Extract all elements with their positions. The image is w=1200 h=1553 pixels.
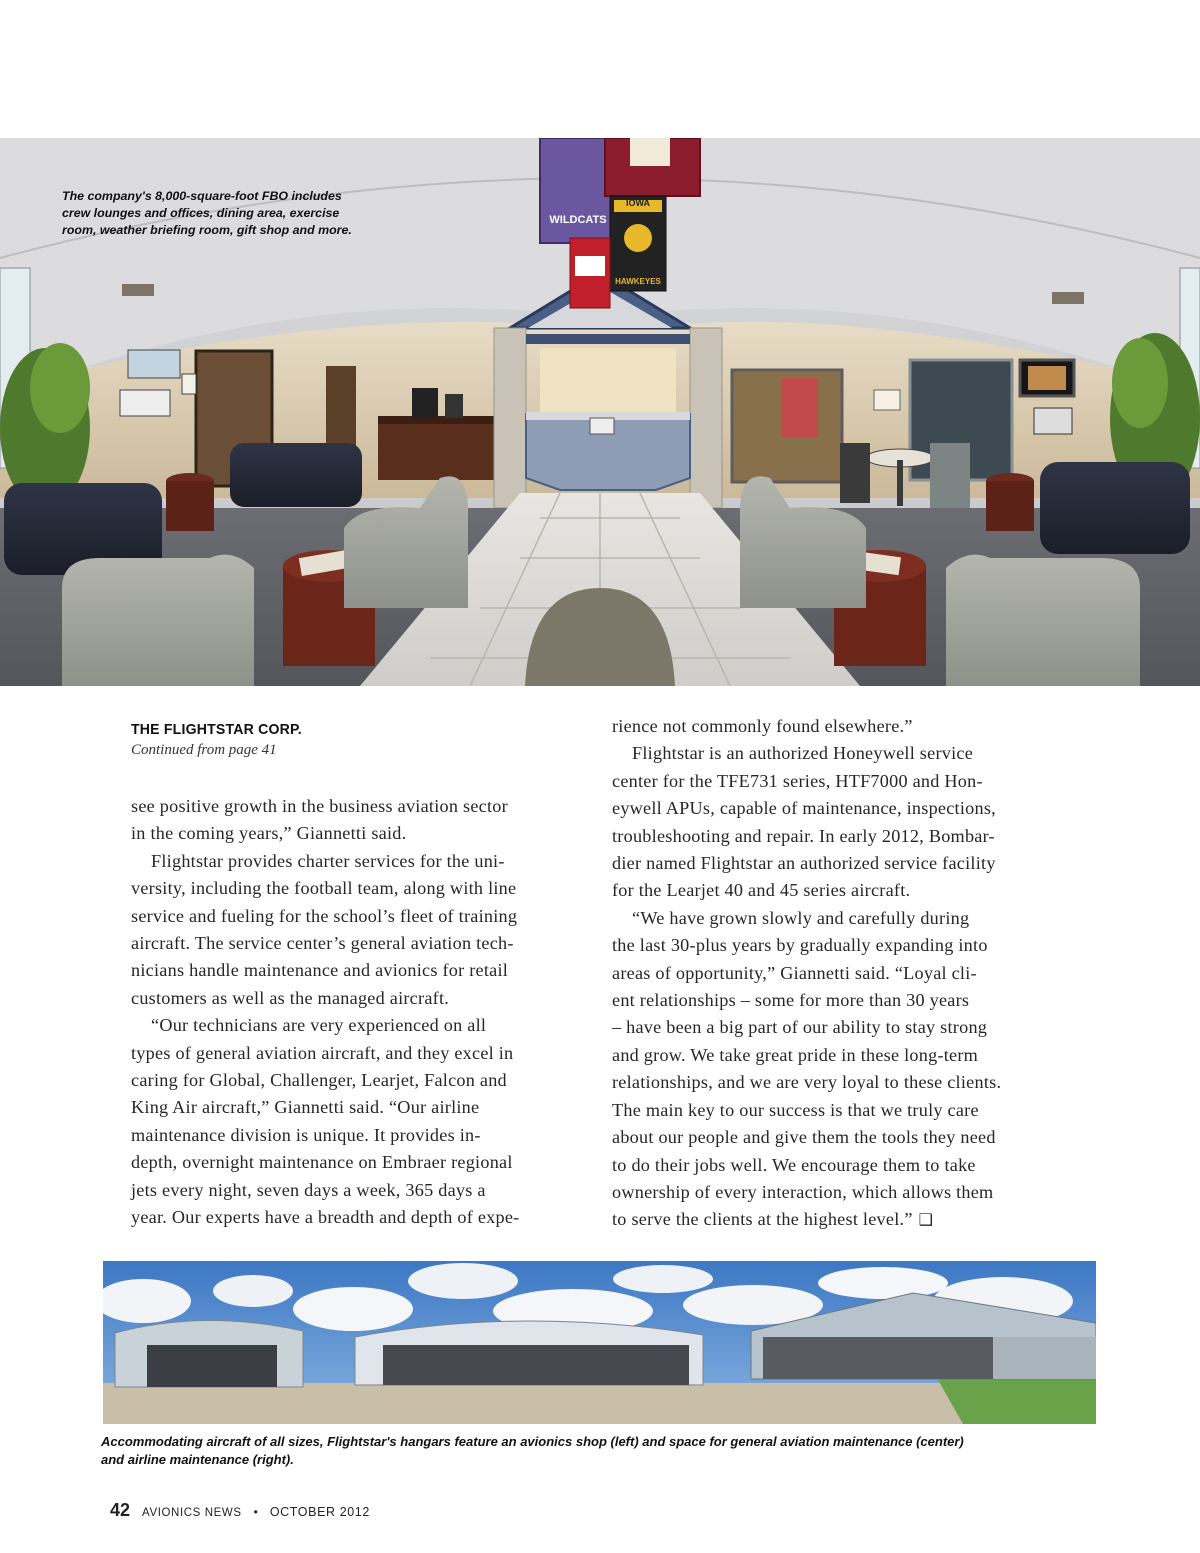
article-line: caring for Global, Challenger, Learjet, Falcon and [131, 1070, 507, 1091]
article-line: Flightstar is an authorized Honeywell service [632, 743, 974, 764]
top-caption-line: room, weather briefing room, gift shop and more. [62, 223, 352, 237]
right-column [612, 713, 1062, 1234]
article-line: versity, including the football team, along with line [131, 878, 517, 899]
banner-red-p [605, 138, 700, 196]
article-paragraph [612, 740, 1062, 904]
banner-nebraska [570, 238, 610, 308]
article-line: center for the TFE731 series, HTF7000 and Hon- [612, 770, 983, 791]
bottom-caption-line: and airline maintenance (right). [101, 1451, 294, 1467]
svg-text:WILDCATS: WILDCATS [549, 214, 607, 226]
bottom-caption-line: Accommodating aircraft of all sizes, Flightstar's hangars feature an avionics shop (left) and space for general aviation maintenance (center) [101, 1434, 964, 1449]
article-line: eywell APUs, capable of maintenance, inspections, [612, 798, 996, 819]
article-line: – have been a big part of our ability to stay strong [612, 1017, 988, 1038]
article-line [612, 1206, 1062, 1233]
top-caption-line: crew lounges and offices, dining area, exercise [62, 206, 340, 220]
article-line: relationships, and we are very loyal to these clients. [612, 1072, 1002, 1093]
article-line: types of general aviation aircraft, and they excel in [131, 1042, 514, 1063]
article-paragraph [612, 713, 1062, 740]
article-paragraph [131, 848, 581, 1012]
article-line: maintenance division is unique. It provides in- [131, 1124, 481, 1145]
svg-text:IOWA: IOWA [626, 198, 650, 208]
page-footer [110, 1500, 370, 1521]
page-number: 42 [110, 1500, 131, 1520]
fbo-lobby-photo [0, 138, 1200, 686]
article-line: in the coming years,” Giannetti said. [131, 823, 407, 844]
article-paragraph [612, 905, 1062, 1234]
article-line: ownership of every interaction, which allows them [612, 1181, 994, 1202]
article-line: Flightstar provides charter services for the uni- [151, 850, 505, 871]
article-line: for the Learjet 40 and 45 series aircraft. [612, 880, 911, 901]
article-line: depth, overnight maintenance on Embraer regional [131, 1152, 513, 1173]
publication-name: AVIONICS NEWS [142, 1507, 242, 1519]
banner-hawkeyes [610, 196, 666, 291]
left-column [131, 793, 581, 1232]
article-line: nicians handle maintenance and avionics for retail [131, 960, 509, 981]
hangars-photo [103, 1261, 1096, 1424]
article-line: service and fueling for the school’s fleet of training [131, 905, 518, 926]
article-paragraph [131, 793, 581, 848]
continued-note: Continued from page 41 [131, 742, 277, 758]
issue-date: OCTOBER 2012 [269, 1505, 370, 1519]
article-line: rience not commonly found elsewhere.” [612, 716, 913, 736]
top-caption-line: The company's 8,000-square-foot FBO includes [62, 189, 342, 203]
article-line: aircraft. The service center’s general aviation tech- [131, 933, 514, 954]
footer-separator: • [253, 1505, 258, 1519]
article-line: areas of opportunity,” Giannetti said. “Loyal cli- [612, 962, 977, 983]
article-line: ent relationships – some for more than 30 years [612, 990, 970, 1011]
article-line: dier named Flightstar an authorized service facility [612, 853, 996, 874]
article-line: troubleshooting and repair. In early 2012, Bombar- [612, 825, 995, 846]
top-photo-caption [62, 188, 402, 239]
article-line: “Our technicians are very experienced on all [151, 1015, 487, 1036]
article-line-text: to serve the clients at the highest level.” [612, 1209, 913, 1230]
article-line: “We have grown slowly and carefully during [632, 907, 970, 928]
article-line: about our people and give them the tools they need [612, 1127, 996, 1148]
article-line: the last 30-plus years by gradually expanding into [612, 935, 988, 956]
article-line: and grow. We take great pride in these long-term [612, 1044, 979, 1065]
bottom-photo-caption [101, 1433, 1101, 1468]
svg-text:HAWKEYES: HAWKEYES [615, 277, 661, 286]
article-line: see positive growth in the business aviation sector [131, 796, 508, 816]
hangars-illustration [103, 1261, 1096, 1424]
article-paragraph [131, 1012, 581, 1231]
article-line: The main key to our success is that we truly care [612, 1099, 979, 1120]
article-line: jets every night, seven days a week, 365 days a [131, 1179, 486, 1200]
article-line: King Air aircraft,” Giannetti said. “Our airline [131, 1097, 480, 1118]
article-line: to do their jobs well. We encourage them to take [612, 1154, 976, 1175]
end-of-article-mark: ❑ [918, 1210, 934, 1230]
section-title: THE FLIGHTSTAR CORP. [131, 721, 302, 738]
article-line: year. Our experts have a breadth and depth of expe- [131, 1207, 520, 1228]
article-line: customers as well as the managed aircraft. [131, 987, 450, 1008]
